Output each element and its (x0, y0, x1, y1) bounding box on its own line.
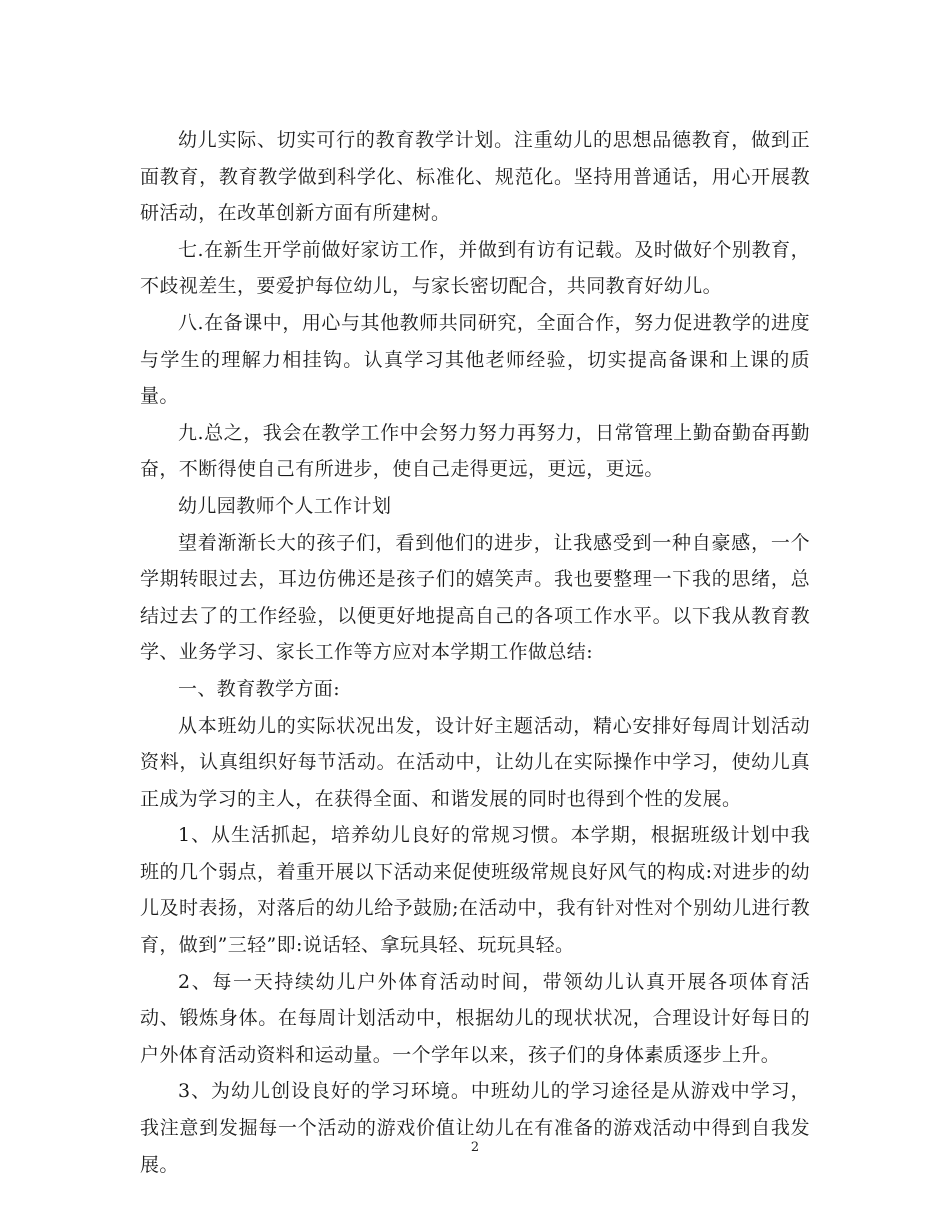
paragraph: 望着渐渐长大的孩子们，看到他们的进步，让我感受到一种自豪感，一个学期转眼过去，耳边仿佛还是孩子们的嬉笑声。我也要整理一下我的思绪，总结过去了的工作经验，以便更好地提高自己的各项工作水平。以下我从教育教学、业务学习、家长工作等方应对本学期工作做总结: (140, 531, 810, 664)
paragraph: 3、为幼儿创设良好的学习环境。中班幼儿的学习途径是从游戏中学习，我注意到发掘每一个活动的游戏价值让幼儿在有准备的游戏活动中得到自我发展。 (140, 1080, 810, 1176)
paragraph: 八.在备课中，用心与其他教师共同研究，全面合作，努力促进教学的进度与学生的理解力相挂钩。认真学习其他老师经验，切实提高备课和上课的质量。 (140, 311, 810, 408)
paragraph: 幼儿实际、切实可行的教育教学计划。注重幼儿的思想品德教育，做到正面教育，教育教学做到科学化、标准化、规范化。坚持用普通话，用心开展教研活动，在改革创新方面有所建树。 (140, 129, 810, 225)
section-heading: 幼儿园教师个人工作计划 (178, 494, 392, 517)
subsection-heading: 一、教育教学方面: (178, 677, 341, 700)
paragraph: 七.在新生开学前做好家访工作，并做到有访有记载。及时做好个别教育，不歧视差生，要爱护每位幼儿，与家长密切配合，共同教育好幼儿。 (140, 238, 810, 298)
page-number: 2 (470, 1140, 480, 1155)
paragraph: 2、每一天持续幼儿户外体育活动时间，带领幼儿认真开展各项体育活动、锻炼身体。在每周计划活动中，根据幼儿的现状状况，合理设计好每日的户外体育活动资料和运动量。一个学年以来，孩子们的身体素质逐步上升。 (140, 970, 810, 1066)
paragraph: 从本班幼儿的实际状况出发，设计好主题活动，精心安排好每周计划活动资料，认真组织好每节活动。在活动中，让幼儿在实际操作中学习，使幼儿真正成为学习的主人，在获得全面、和谐发展的同时也得到个性的发展。 (140, 714, 810, 810)
document-body (140, 122, 810, 1183)
paragraph: 1、从生活抓起，培养幼儿良好的常规习惯。本学期，根据班级计划中我班的几个弱点，着重开展以下活动来促使班级常规良好风气的构成:对进步的幼儿及时表扬，对落后的幼儿给予鼓励;在活动中，我有针对性对个别幼儿进行教育，做到”三轻”即:说话轻、拿玩具轻、玩玩具轻。 (140, 824, 810, 957)
paragraph: 九.总之，我会在教学工作中会努力努力再努力，日常管理上勤奋勤奋再勤奋，不断得使自己有所进步，使自己走得更远，更远，更远。 (140, 421, 810, 481)
